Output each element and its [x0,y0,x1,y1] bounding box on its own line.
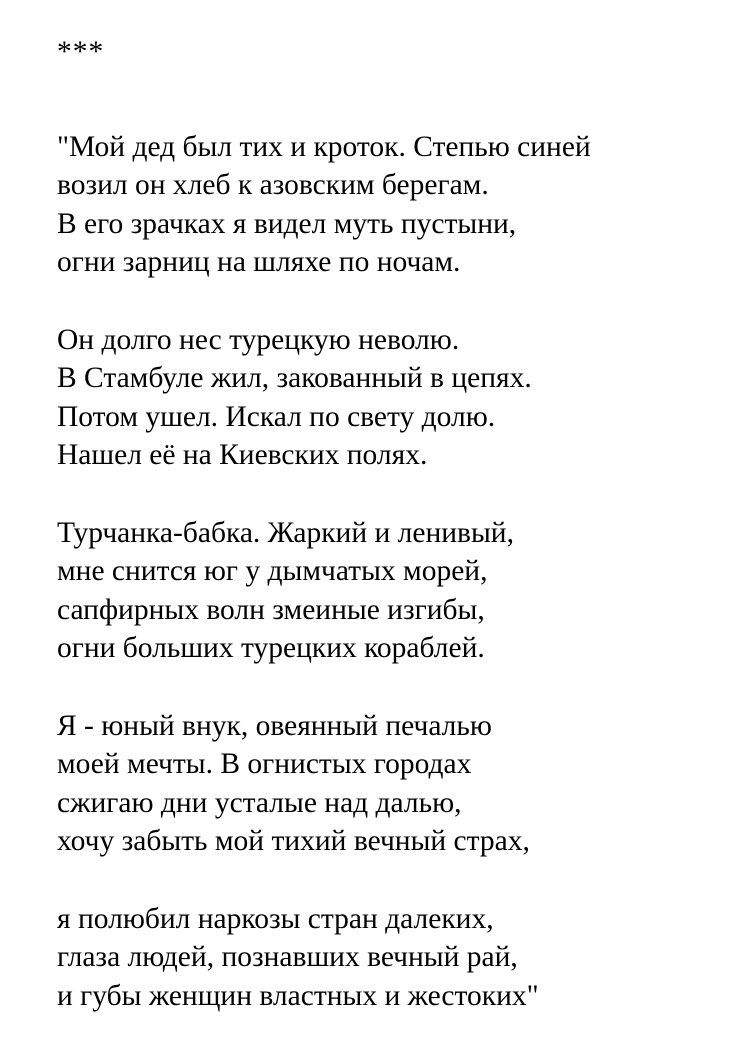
poem-line: огни зарниц на шляхе по ночам. [57,246,461,278]
poem-line: "Мой дед был тих и кроток. Степью синей [57,130,591,163]
stanza [57,321,737,475]
poem-line: сжигаю дни усталые над далью, [57,786,462,819]
stanza [57,900,737,1016]
stanza [57,707,737,861]
poem-line: Турчанка-бабка. Жаркий и ленивый, [57,516,514,549]
poem-page [57,33,737,1015]
poem-line: Нашел её на Киевских полях. [57,439,428,471]
poem-line: хочу забыть мой тихий вечный страх, [57,825,530,857]
poem-line: В его зрачках я видел муть пустыни, [57,207,517,240]
poem-line: возил он хлеб к азовским берегам. [57,169,489,201]
poem-line: Он долго нес турецкую неволю. [57,323,460,356]
poem-line: Потом ушел. Искал по свету долю. [57,400,496,433]
poem-line: Я - юный внук, овеянный печалью [57,709,492,742]
poem-line: сапфирных волн змеиные изгибы, [57,593,485,626]
poem-line: моей мечты. В огнистых городах [57,748,472,780]
stanza [57,128,737,282]
poem-line: глаза людей, познавших вечный рай, [57,941,518,973]
poem-line: и губы женщин властных и жестоких" [57,979,539,1012]
poem-line: В Стамбуле жил, закованный в цепях. [57,362,532,394]
stanza [57,514,737,668]
poem-line: я полюбил наркозы стран далеких, [57,902,494,935]
section-separator: *** [57,36,105,68]
poem-line: огни больших турецких кораблей. [57,632,485,664]
poem-line: мне снится юг у дымчатых морей, [57,555,488,587]
